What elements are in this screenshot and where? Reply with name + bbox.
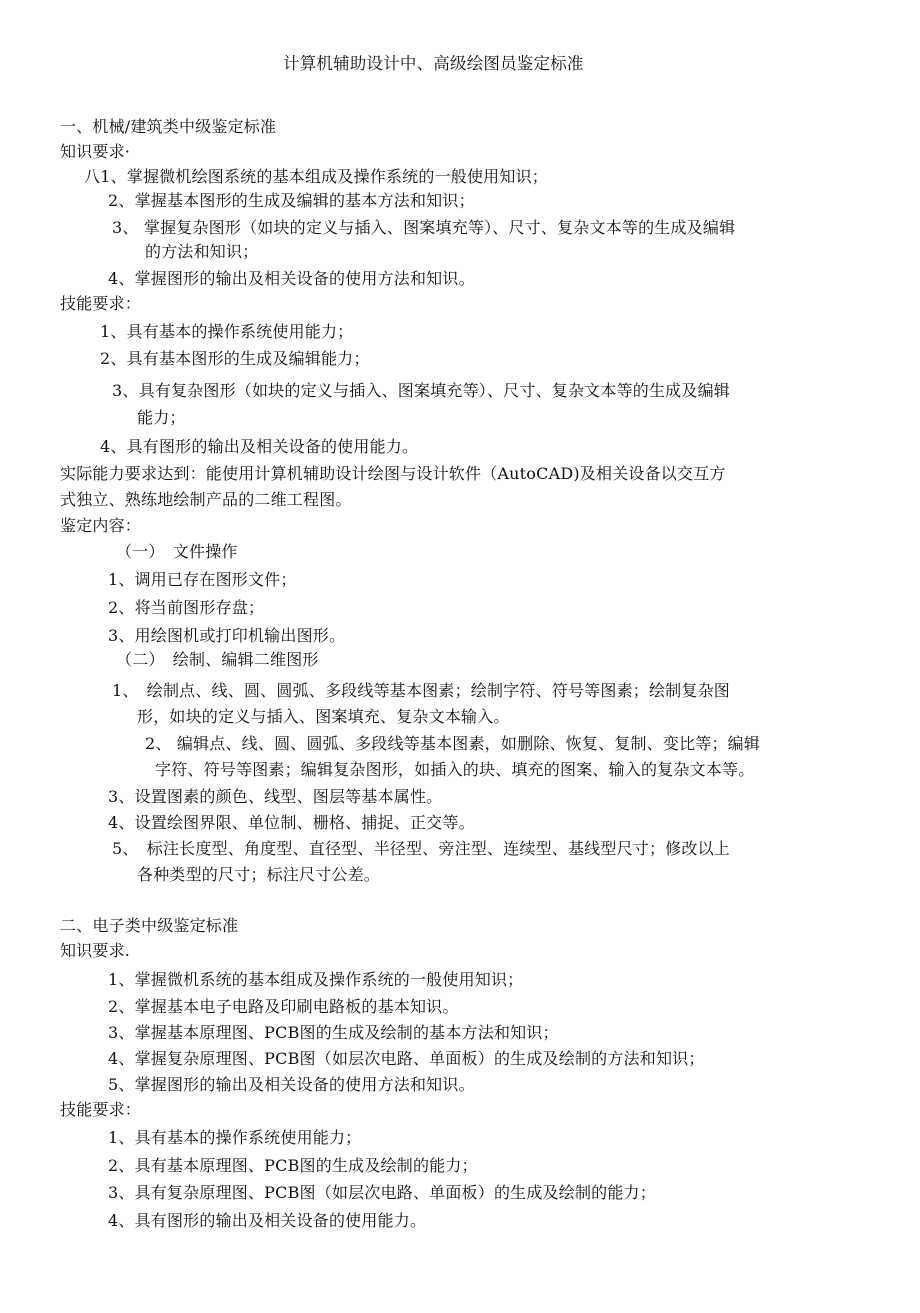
part1-item: 1、调用已存在图形文件；: [108, 570, 297, 589]
section2-knowledge-label: 知识要求.: [60, 941, 131, 960]
part1-item: 3、用绘图机或打印机输出图形。: [108, 626, 346, 645]
section1-knowledge-item: 2、掌握基本图形的生成及编辑的基本方法和知识；: [108, 191, 475, 210]
section2-skill-item: 4、具有图形的输出及相关设备的使用能力。: [108, 1211, 427, 1230]
section1-knowledge-item-cont: 的方法和知识；: [145, 242, 259, 261]
section1-knowledge-item: 4、掌握图形的输出及相关设备的使用方法和知识。: [108, 269, 475, 288]
section1-skill-item-cont: 能力；: [137, 408, 186, 427]
section2-knowledge-item: 2、掌握基本电子电路及印刷电路板的基本知识。: [108, 997, 459, 1016]
section1-skill-item: 1、具有基本的操作系统使用能力；: [100, 322, 354, 341]
section2-knowledge-item: 4、掌握复杂原理图、PCB图（如层次电路、单面板）的生成及绘制的方法和知识；: [108, 1049, 705, 1068]
section1-skill-item: 2、具有基本图形的生成及编辑能力；: [100, 349, 370, 368]
section2-knowledge-item: 1、掌握微机系统的基本组成及操作系统的一般使用知识；: [108, 970, 524, 989]
section1-knowledge-label: 知识要求·: [60, 142, 131, 161]
section2-knowledge-item: 3、掌握基本原理图、PCB图的生成及绘制的基本方法和知识；: [108, 1023, 559, 1042]
page-title: 计算机辅助设计中、高级绘图员鉴定标准: [283, 54, 584, 73]
part1-heading: （一） 文件操作: [116, 542, 238, 561]
ability-requirement-cont: 式独立、熟练地绘制产品的二维工程图。: [60, 490, 352, 509]
section1-skill-item: 4、具有图形的输出及相关设备的使用能力。: [100, 437, 419, 456]
part2-item-cont: 形，如块的定义与插入、图案填充、复杂文本输入。: [137, 707, 510, 726]
section2-skill-item: 2、具有基本原理图、PCB图的生成及绘制的能力；: [108, 1156, 478, 1175]
section2-skill-item: 3、具有复杂原理图、PCB图（如层次电路、单面板）的生成及绘制的能力；: [108, 1183, 656, 1202]
section1-skill-label: 技能要求：: [60, 294, 142, 313]
part2-item: 1、 绘制点、线、圆、圆弧、多段线等基本图素；绘制字符、符号等图素；绘制复杂图: [112, 681, 730, 700]
section1-knowledge-item: 八1、掌握微机绘图系统的基本组成及操作系统的一般使用知识；: [84, 167, 548, 186]
section1-heading: 一、机械/建筑类中级鉴定标准: [60, 117, 277, 136]
part2-item: 4、设置绘图界限、单位制、栅格、捕捉、正交等。: [108, 813, 475, 832]
section2-skill-label: 技能要求：: [60, 1100, 142, 1119]
part2-item-cont: 字符、符号等图素；编辑复杂图形，如插入的块、填充的图案、输入的复杂文本等。: [155, 760, 755, 779]
part2-heading: （二） 绘制、编辑二维图形: [116, 650, 319, 669]
part2-item-cont: 各种类型的尺寸；标注尺寸公差。: [137, 865, 381, 884]
section2-heading: 二、电子类中级鉴定标准: [60, 916, 239, 935]
section2-skill-item: 1、具有基本的操作系统使用能力；: [108, 1128, 362, 1147]
ability-requirement: 实际能力要求达到：能使用计算机辅助设计绘图与设计软件（AutoCAD)及相关设备以交互方: [60, 464, 726, 483]
part2-item: 2、 编辑点、线、圆、圆弧、多段线等基本图素，如删除、恢复、复制、变比等；编辑: [145, 734, 761, 753]
section1-knowledge-item: 3、 掌握复杂图形（如块的定义与插入、图案填充等）、尺寸、复杂文本等的生成及编辑: [112, 218, 736, 237]
section1-skill-item: 3、具有复杂图形（如块的定义与插入、图案填充等）、尺寸、复杂文本等的生成及编辑: [112, 381, 730, 400]
content-label: 鉴定内容：: [60, 516, 142, 535]
part2-item: 3、设置图素的颜色、线型、图层等基本属性。: [108, 787, 443, 806]
part2-item: 5、 标注长度型、角度型、直径型、半径型、旁注型、连续型、基线型尺寸；修改以上: [112, 839, 730, 858]
section2-knowledge-item: 5、掌握图形的输出及相关设备的使用方法和知识。: [108, 1075, 475, 1094]
part1-item: 2、将当前图形存盘；: [108, 598, 265, 617]
